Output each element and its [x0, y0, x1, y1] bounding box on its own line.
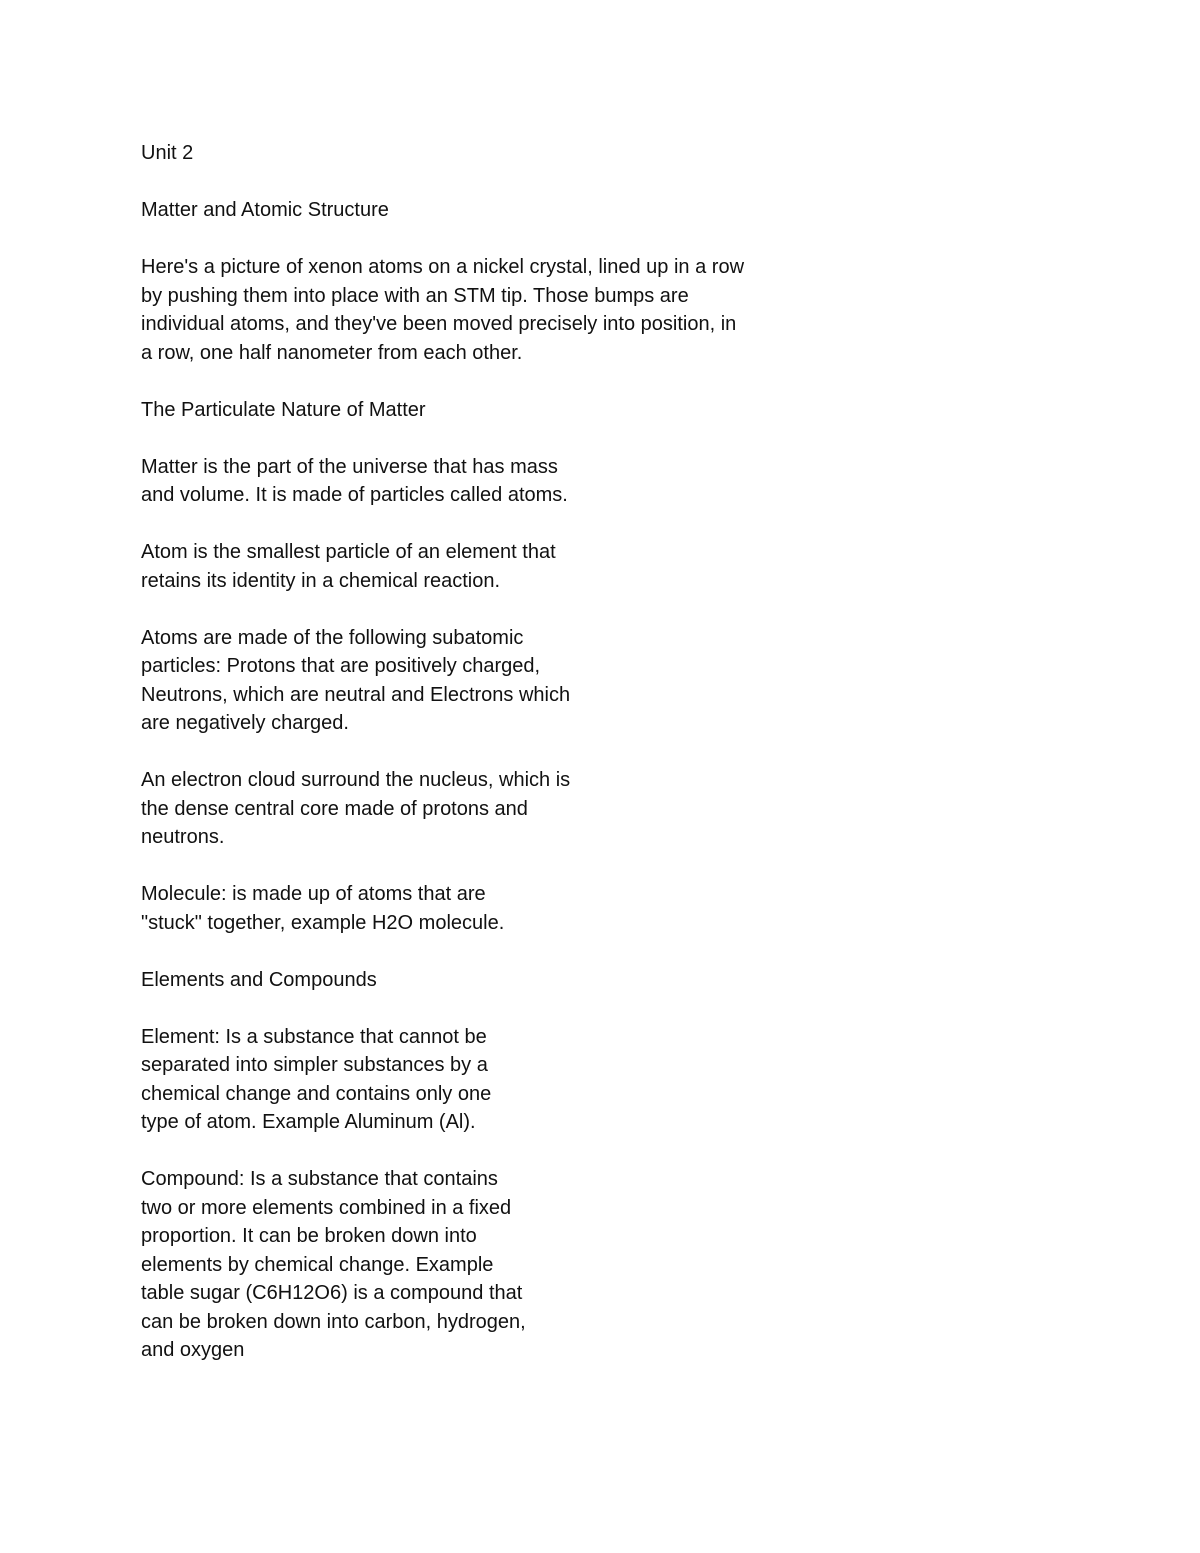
text-line: Atoms are made of the following subatomic [141, 626, 524, 649]
text-line: and oxygen [141, 1339, 245, 1361]
text-line: particles: Protons that are positively charged, [141, 655, 541, 677]
heading-line: The Particulate Nature of Matter [141, 398, 426, 421]
section-heading-elements [141, 966, 841, 995]
molecule-paragraph [141, 880, 841, 937]
text-line: two or more elements combined in a fixed [141, 1196, 512, 1219]
atom-paragraph [141, 538, 841, 595]
text-line: separated into simpler substances by a [141, 1054, 488, 1076]
text-line: neutrons. [141, 826, 225, 848]
text-line: and volume. It is made of particles called atoms. [141, 484, 568, 506]
text-line: a row, one half nanometer from each other. [141, 341, 523, 364]
text-line: "stuck" together, example H2O molecule. [141, 911, 505, 934]
text-line: can be broken down into carbon, hydrogen, [141, 1310, 526, 1333]
text-line: individual atoms, and they've been moved precisely into position, in [141, 313, 737, 335]
text-line: Atom is the smallest particle of an element that [141, 541, 556, 563]
subtitle-line: Matter and Atomic Structure [141, 199, 389, 221]
text-line: Element: Is a substance that cannot be [141, 1025, 487, 1048]
text-line: elements by chemical change. Example [141, 1253, 494, 1276]
text-line: table sugar (C6H12O6) is a compound that [141, 1282, 523, 1304]
text-line: by pushing them into place with an STM tip. Those bumps are [141, 284, 689, 307]
heading-line: Elements and Compounds [141, 968, 377, 991]
page-title [141, 139, 841, 168]
text-line: retains its identity in a chemical reaction. [141, 569, 501, 592]
text-line: are negatively charged. [141, 712, 349, 734]
compound-paragraph [141, 1165, 841, 1365]
text-line: chemical change and contains only one [141, 1082, 492, 1105]
section-heading-particulate [141, 396, 841, 425]
text-line: Matter is the part of the universe that has mass [141, 455, 558, 478]
text-line: Molecule: is made up of atoms that are [141, 883, 486, 905]
page-subtitle [141, 196, 841, 225]
text-line: Neutrons, which are neutral and Electrons which [141, 683, 571, 706]
text-line: Here's a picture of xenon atoms on a nickel crystal, lined up in a row [141, 256, 745, 278]
text-line: An electron cloud surround the nucleus, which is [141, 769, 571, 791]
matter-paragraph [141, 453, 841, 510]
title-line: Unit 2 [141, 142, 194, 164]
element-paragraph [141, 1023, 841, 1137]
document-body [141, 139, 841, 1393]
subatomic-paragraph [141, 624, 841, 738]
intro-paragraph [141, 253, 841, 367]
text-line: type of atom. Example Aluminum (Al). [141, 1111, 476, 1133]
text-line: the dense central core made of protons and [141, 797, 528, 820]
text-line: Compound: Is a substance that contains [141, 1168, 498, 1190]
electron-cloud-paragraph [141, 766, 841, 852]
text-line: proportion. It can be broken down into [141, 1225, 477, 1247]
